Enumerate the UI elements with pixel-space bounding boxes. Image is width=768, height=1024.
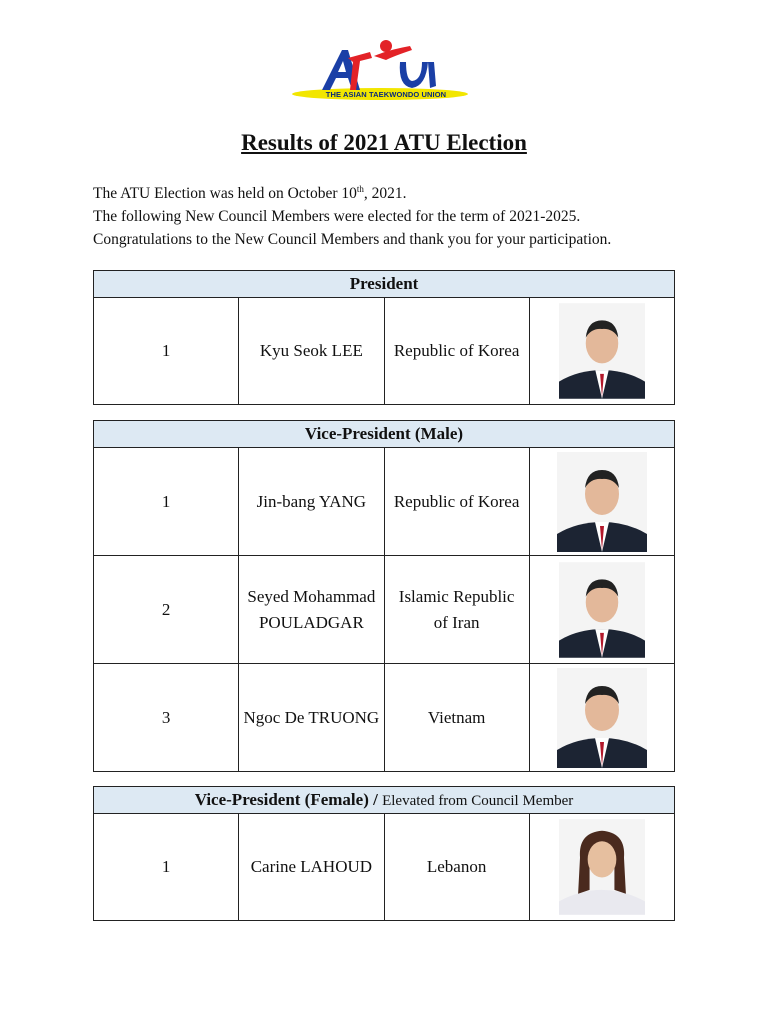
member-photo — [529, 664, 674, 772]
vice-president-male-table — [93, 420, 675, 772]
member-country: Lebanon — [384, 814, 529, 921]
section-heading: President — [94, 271, 675, 298]
intro-line-2: The following New Council Members were elected for the term of 2021-2025. — [93, 208, 581, 225]
logo-subtitle: THE ASIAN TAEKWONDO UNION — [325, 90, 447, 99]
row-number: 1 — [94, 298, 239, 405]
section-heading-note: Elevated from Council Member — [382, 793, 574, 809]
member-name: Ngoc De TRUONG — [239, 664, 384, 772]
member-name: Jin-bang YANG — [239, 448, 384, 556]
portrait-image — [556, 452, 648, 552]
member-country: Vietnam — [384, 664, 529, 772]
member-photo — [529, 556, 674, 664]
vice-president-female-table — [93, 786, 675, 921]
member-country: Republic of Korea — [384, 298, 529, 405]
table-row — [94, 298, 675, 405]
intro-text — [93, 182, 713, 251]
member-photo — [529, 298, 674, 405]
member-photo — [529, 814, 674, 921]
section-heading: Vice-President (Female) / Elevated from Council Member — [94, 787, 675, 814]
intro-line-3: Congratulations to the New Council Members and thank you for your participation. — [93, 231, 612, 248]
portrait-image — [556, 668, 648, 768]
president-table — [93, 270, 675, 405]
intro-line-1: The ATU Election was held on October 10th, 2021. — [93, 183, 407, 202]
table-row — [94, 664, 675, 772]
member-photo — [529, 448, 674, 556]
table-row — [94, 448, 675, 556]
row-number: 3 — [94, 664, 239, 772]
row-number: 1 — [94, 448, 239, 556]
table-row — [94, 556, 675, 664]
table-row — [94, 814, 675, 921]
portrait-image — [559, 301, 645, 401]
member-name: Kyu Seok LEE — [239, 298, 384, 405]
page-title: Results of 2021 ATU Election — [241, 130, 527, 155]
member-country: Islamic Republic of Iran — [384, 556, 529, 664]
member-name: Carine LAHOUD — [239, 814, 384, 921]
portrait-image — [559, 816, 645, 918]
member-name: Seyed Mohammad POULADGAR — [239, 556, 384, 664]
row-number: 1 — [94, 814, 239, 921]
member-country: Republic of Korea — [384, 448, 529, 556]
section-heading: Vice-President (Male) — [94, 421, 675, 448]
portrait-image — [559, 560, 645, 660]
row-number: 2 — [94, 556, 239, 664]
